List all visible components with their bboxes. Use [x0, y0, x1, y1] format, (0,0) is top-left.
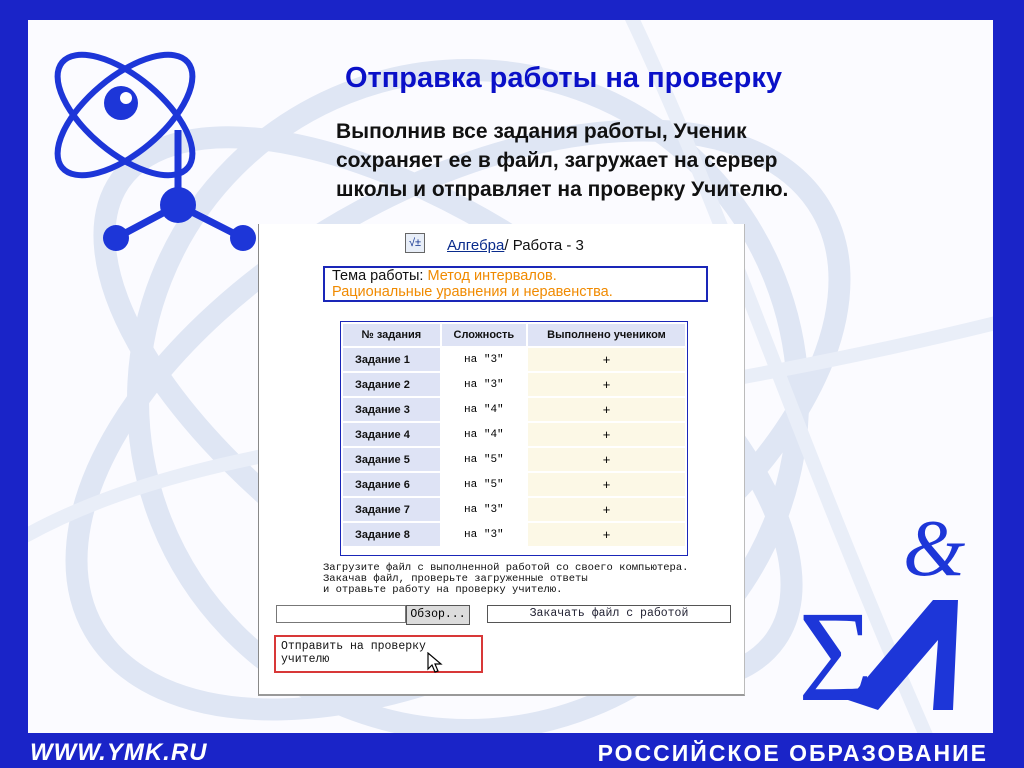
page-title: Отправка работы на проверку [345, 62, 782, 94]
work-screenshot [258, 224, 745, 696]
done-cell: + [528, 398, 685, 421]
difficulty-cell: на "5" [442, 473, 526, 496]
browse-button[interactable]: Обзор... [406, 605, 470, 625]
difficulty-cell: на "5" [442, 448, 526, 471]
topic-line-2: Рациональные уравнения и неравенства. [332, 284, 613, 300]
done-cell: + [528, 373, 685, 396]
instruction-line: и отравьте работу на проверку учителю. [323, 584, 563, 596]
tasks-table [341, 322, 687, 548]
difficulty-cell: на "4" [442, 423, 526, 446]
difficulty-cell: на "3" [442, 498, 526, 521]
intro-line: школы и отправляет на проверку Учителю. [336, 178, 789, 201]
header-difficulty: Сложность [442, 324, 526, 346]
task-cell: Задание 2 [343, 373, 440, 396]
task-cell: Задание 1 [343, 348, 440, 371]
difficulty-cell: на "3" [442, 523, 526, 546]
upload-instructions [323, 563, 688, 596]
difficulty-cell: на "4" [442, 398, 526, 421]
footer-bar [0, 733, 1024, 768]
table-row [343, 398, 685, 421]
intro-text [336, 117, 936, 204]
task-cell: Задание 3 [343, 398, 440, 421]
difficulty-cell: на "3" [442, 348, 526, 371]
done-cell: + [528, 448, 685, 471]
subject-link[interactable]: Алгебра [447, 237, 505, 254]
tasks-table-frame [340, 321, 688, 556]
table-row [343, 373, 685, 396]
table-row [343, 523, 685, 546]
header-task-number: № задания [343, 324, 440, 346]
task-cell: Задание 8 [343, 523, 440, 546]
done-cell: + [528, 423, 685, 446]
header-done: Выполнено учеником [528, 324, 685, 346]
task-cell: Задание 6 [343, 473, 440, 496]
upload-file-button[interactable]: Закачать файл с работой [487, 605, 731, 623]
intro-line: Выполнив все задания работы, Ученик [336, 120, 747, 143]
topic-label: Тема работы: [332, 268, 424, 284]
work-header [447, 237, 584, 254]
footer-brand: РОССИЙСКОЕ ОБРАЗОВАНИЕ [597, 740, 988, 766]
send-highlight [274, 635, 483, 673]
done-cell: + [528, 473, 685, 496]
instruction-line: Закачав файл, проверьте загруженные ответы [323, 573, 588, 585]
send-to-teacher-button[interactable]: Отправить на проверку учителю [281, 640, 426, 666]
intro-line: сохраняет ее в файл, загружает на сервер [336, 149, 778, 172]
table-row [343, 348, 685, 371]
done-cell: + [528, 523, 685, 546]
instruction-line: Загрузите файл с выполненной работой со своего компьютера. [323, 562, 689, 574]
work-label: / Работа - 3 [504, 237, 584, 254]
done-cell: + [528, 498, 685, 521]
difficulty-cell: на "3" [442, 373, 526, 396]
svg-text:&: & [903, 505, 966, 593]
table-row [343, 448, 685, 471]
done-cell: + [528, 348, 685, 371]
mouse-cursor-icon [427, 652, 443, 674]
table-row [343, 423, 685, 446]
task-cell: Задание 7 [343, 498, 440, 521]
footer-site-link[interactable]: WWW.YMK.RU [30, 739, 208, 766]
task-cell: Задание 4 [343, 423, 440, 446]
table-row [343, 498, 685, 521]
topic-box [323, 266, 708, 302]
file-path-input[interactable] [276, 605, 406, 623]
topic-line-1: Метод интервалов. [427, 268, 557, 284]
svg-text:Σ: Σ [798, 585, 874, 729]
task-cell: Задание 5 [343, 448, 440, 471]
sqrt-icon: √± [405, 233, 425, 253]
table-row [343, 473, 685, 496]
